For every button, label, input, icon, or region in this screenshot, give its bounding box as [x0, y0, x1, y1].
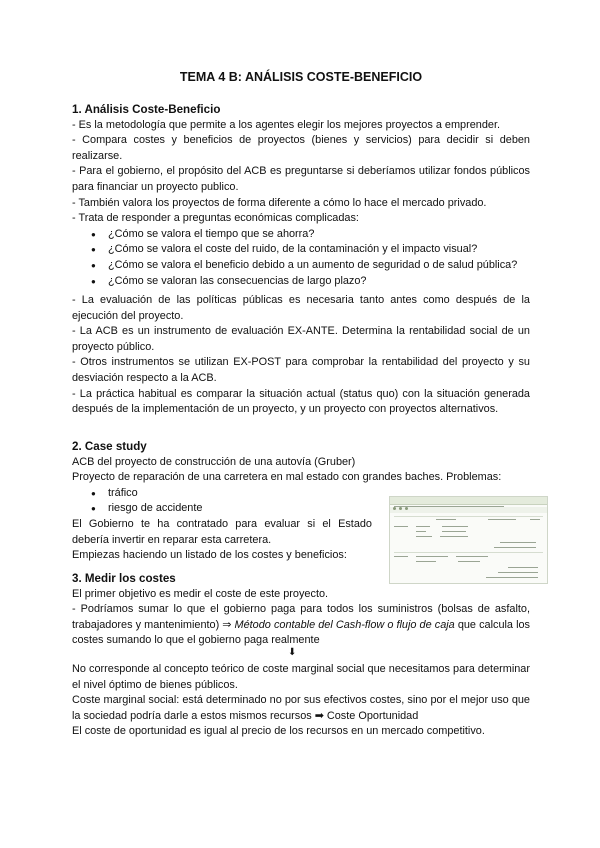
- section-1-heading: 1. Análisis Coste-Beneficio: [72, 103, 221, 116]
- text-line: [416, 531, 426, 532]
- text-line: [394, 556, 408, 557]
- text-line: [442, 531, 466, 532]
- paragraph: - La evaluación de las políticas públicas es necesaria tanto antes como después de la ejecución del proyecto.: [72, 294, 530, 322]
- paragraph: - La práctica habitual es comparar la situación actual (status quo) con la situación generada después de la implementación de un proyecto, y un proyecto con proyectos alternativos.: [72, 387, 530, 416]
- text-line: [416, 556, 448, 557]
- list-item: ● ¿Cómo se valoran las consecuencias de largo plazo?: [72, 274, 530, 290]
- down-arrow-icon: ⬇: [288, 647, 297, 658]
- text-line: [456, 556, 488, 557]
- text-line: [442, 526, 468, 527]
- list-item: ● ¿Cómo se valora el beneficio debido a un aumento de seguridad o de salud pública?: [72, 258, 530, 274]
- divider: [394, 516, 543, 517]
- text-line: [436, 519, 456, 520]
- text-line: [488, 519, 516, 520]
- table-header-row: [390, 507, 547, 513]
- divider: [394, 552, 543, 553]
- text-line: [498, 572, 538, 573]
- paragraph: Coste marginal social: está determinado no por sus efectivos costes, sino por el mejor uso que la sociedad podría darle a estos mismos recursos ➡ Coste Oportunidad: [72, 694, 530, 722]
- text-line: [500, 542, 536, 543]
- window-title-bar: [390, 497, 547, 505]
- paragraph: - Para el gobierno, el propósito del ACB es preguntarse si deberíamos utilizar fondos públicos para financiar un proyecto publico.: [72, 165, 530, 193]
- paragraph: - Compara costes y beneficios de proyectos (bienes y servicios) para decidir si deben realizarse.: [72, 134, 530, 162]
- text-line: [416, 536, 432, 537]
- list-item: ● ¿Cómo se valora el coste del ruido, de la contaminación y el impacto visual?: [72, 242, 530, 258]
- section-1: [72, 102, 530, 289]
- paragraph: El Gobierno te ha contratado para evaluar si el Estado debería invertir en reparar esta carretera.: [72, 517, 372, 546]
- paragraph: Proyecto de reparación de una carretera en mal estado con grandes baches. Problemas:: [72, 471, 502, 484]
- text-line: [486, 577, 538, 578]
- paragraph: - Otros instrumentos se utilizan EX-POST para comprobar la rentabilidad del proyecto y su desviación respecto a la ACB.: [72, 356, 530, 384]
- paragraph: Empiezas haciendo un listado de los costes y beneficios:: [72, 549, 347, 562]
- cost-benefit-table-image: [389, 496, 548, 584]
- text-line: [458, 561, 480, 562]
- paragraph: El coste de oportunidad es igual al precio de los recursos en un mercado competitivo.: [72, 725, 485, 738]
- text-line: [416, 526, 430, 527]
- text-line: [494, 547, 536, 548]
- text-line: [394, 526, 408, 527]
- text-line: [530, 519, 540, 520]
- text-line: [416, 561, 436, 562]
- text-line: [440, 536, 468, 537]
- paragraph-text: - Podríamos sumar lo que el gobierno paga para todos los suministros (bolsas de asfalto, trabajadores y mantenimiento) ⇒: [72, 603, 530, 631]
- paragraph: - También valora los proyectos de forma diferente a cómo lo hace el mercado privado.: [72, 196, 487, 209]
- paragraph-text: que calcula los costes sumando lo que el gobierno paga realmente: [72, 618, 530, 647]
- paragraph: No corresponde al concepto teórico de coste marginal social que necesitamos para determinar el nivel óptimo de bienes públicos.: [72, 663, 530, 691]
- section-1-continued: [72, 293, 530, 418]
- italic-term: Método contable del Cash-flow o flujo de caja: [234, 618, 455, 631]
- section-3-heading: 3. Medir los costes: [72, 572, 176, 585]
- section-3-continued: [72, 662, 530, 740]
- paragraph: - Es la metodología que permite a los agentes elegir los mejores proyectos a emprender.: [72, 118, 500, 131]
- questions-list: [72, 227, 530, 289]
- page-title: TEMA 4 B: ANÁLISIS COSTE-BENEFICIO: [179, 70, 423, 84]
- text-line: [394, 506, 504, 507]
- list-item: ● tráfico: [72, 486, 530, 502]
- paragraph: - La ACB es un instrumento de evaluación EX-ANTE. Determina la rentabilidad social de un proyecto público.: [72, 325, 530, 353]
- text-line: [508, 567, 538, 568]
- section-2-heading: 2. Case study: [72, 440, 147, 453]
- list-item: ● ¿Cómo se valora el tiempo que se ahorra?: [72, 227, 530, 243]
- list-item: ● riesgo de accidente: [72, 501, 530, 517]
- paragraph: ACB del proyecto de construcción de una autovía (Gruber): [72, 455, 356, 468]
- paragraph: - Trata de responder a preguntas económicas complicadas:: [72, 212, 359, 225]
- paragraph: [72, 602, 530, 649]
- paragraph: El primer objetivo es medir el coste de este proyecto.: [72, 587, 329, 600]
